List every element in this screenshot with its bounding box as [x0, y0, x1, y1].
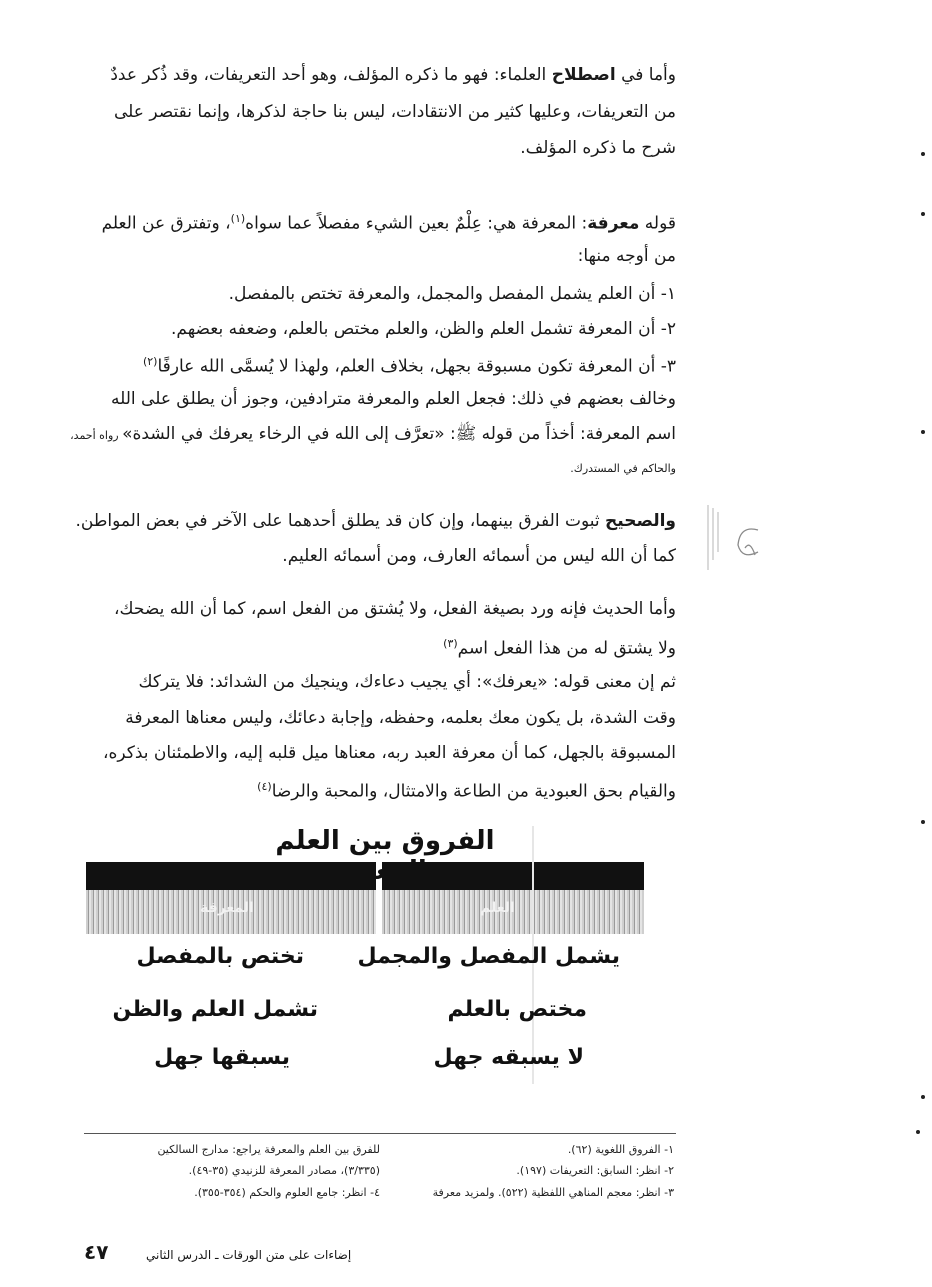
- margin-mark: [916, 1130, 920, 1134]
- table-title: الفروق بين العلم: [275, 826, 495, 856]
- footnote-right-1: ١- الفروق اللغوية (٦٢).: [567, 1143, 674, 1156]
- table-header-bar-right: [382, 862, 644, 890]
- table-cell-right-1: يشمل المفصل والمجمل: [357, 944, 620, 969]
- paragraph-1-line-1: وأما في اصطلاح العلماء: فهو ما ذكره المؤلف، وهو أحد التعريفات، وقد ذُكر عددٌ: [110, 65, 676, 85]
- list-item-3: ٣- أن المعرفة تكون مسبوقة بجهل، بخلاف العلم، ولهذا لا يُسمَّى الله عارفًا$^{(٢)}$: [142, 355, 676, 377]
- term-marifa: معرفة: [587, 213, 640, 234]
- footnote-ref-1: (١): [230, 212, 246, 225]
- table-cell-left-3: يسبقها جهل: [154, 1045, 290, 1070]
- footnote-left-2: (٣/٣٣٥)، مصادر المعرفة للزنيدي (٣٥-٤٩).: [188, 1164, 380, 1177]
- paragraph-5-line-2: ولا يشتق له من هذا الفعل اسم$^{(٣)}$: [443, 637, 676, 659]
- paragraph-6-line-4: والقيام بحق العبودية من الطاعة والامتثال، والمحبة والرضا$^{(٤)}$: [257, 780, 676, 802]
- paragraph-6-line-1: ثم إن معنى قوله: «يعرفك»: أي يجيب دعاءك، وينجيك من الشدائد: فلا يتركك: [138, 672, 676, 692]
- paragraph-2-line-1: قوله معرفة: المعرفة هي: عِلْمٌ بعين الشيء مفصلاً عما سواه$^{(١)}$، وتفترق عن العلم: [101, 212, 676, 234]
- paragraph-6-line-2: وقت الشدة، بل يكون معك بعلمه، وحفظه، وإجابة دعائك، وليس معناها المعرفة: [125, 708, 676, 728]
- margin-mark: [921, 212, 925, 216]
- footnote-rule: [84, 1133, 676, 1134]
- paragraph-1-line-3: شرح ما ذكره المؤلف.: [520, 138, 676, 158]
- margin-mark: [921, 430, 925, 434]
- paragraph-3-line-1: وخالف بعضهم في ذلك: فجعل العلم والمعرفة مترادفين، وجوز أن يطلق على الله: [110, 389, 676, 409]
- margin-scribble-icon: [700, 500, 770, 580]
- table-cell-right-2: مختص بالعلم: [447, 997, 587, 1022]
- paragraph-3-line-2: اسم المعرفة: أخذاً من قوله ﷺ: «تعرَّف إلى الله في الرخاء يعرفك في الشدة» رواه أحمد،: [70, 424, 676, 444]
- column-header-left: المعرفة: [200, 900, 254, 916]
- footnote-ref-2: (٢): [142, 355, 158, 368]
- term-sahih: والصحيح: [605, 511, 676, 531]
- running-title: إضاءات على متن الورقات ـ الدرس الثاني: [146, 1248, 352, 1262]
- paragraph-5-line-1: وأما الحديث فإنه ورد بصيغة الفعل، ولا يُشتق من الفعل اسم، كما أن الله يضحك،: [114, 599, 676, 619]
- footnote-right-2: ٢- انظر: السابق: التعريفات (١٩٧).: [516, 1164, 674, 1177]
- footnote-left-3: ٤- انظر: جامع العلوم والحكم (٣٥٤-٣٥٥).: [194, 1186, 380, 1199]
- paragraph-2-line-2: من أوجه منها:: [577, 246, 676, 266]
- table-cell-left-2: تشمل العلم والظن: [112, 997, 318, 1022]
- table-header-bar-left: [86, 862, 376, 890]
- footnote-ref-4: (٤): [257, 780, 272, 793]
- footnote-ref-3: (٣): [443, 637, 458, 650]
- table-cell-left-1: تختص بالمفصل: [136, 944, 304, 969]
- paragraph-6-line-3: المسبوقة بالجهل، كما أن معرفة العبد ربه، معناها ميل قلبه إليه، والاطمئنان بذكره،: [102, 743, 676, 763]
- page-number: ٤٧: [84, 1240, 109, 1264]
- footnote-right-3: ٣- انظر: معجم المناهي اللفظية (٥٢٢). ولمزيد معرفة: [432, 1186, 674, 1199]
- list-item-1: ١- أن العلم يشمل المفصل والمجمل، والمعرفة تختص بالمفصل.: [228, 284, 676, 304]
- margin-mark: [921, 820, 925, 824]
- column-header-right: العلم: [480, 900, 515, 916]
- margin-mark: [921, 152, 925, 156]
- paragraph-4-line-1: والصحيح ثبوت الفرق بينهما، وإن كان قد يطلق أحدهما على الآخر في بعض المواطن.: [75, 511, 676, 531]
- paragraph-1-line-2: من التعريفات، وعليها كثير من الانتقادات، ليس بنا حاجة لذكرها، وإنما نقتصر على: [114, 102, 676, 122]
- margin-mark: [921, 1095, 925, 1099]
- paragraph-4-line-2: كما أن الله ليس من أسمائه العارف، ومن أسمائه العليم.: [282, 546, 676, 566]
- paragraph-3-line-3: والحاكم في المستدرك.: [570, 462, 676, 475]
- list-item-2: ٢- أن المعرفة تشمل العلم والظن، والعلم مختص بالعلم، وضعفه بعضهم.: [170, 319, 676, 339]
- footnote-left-1: للفرق بين العلم والمعرفة يراجع: مدارج السالكين: [157, 1143, 380, 1156]
- table-cell-right-3: لا يسبقه جهل: [433, 1045, 584, 1070]
